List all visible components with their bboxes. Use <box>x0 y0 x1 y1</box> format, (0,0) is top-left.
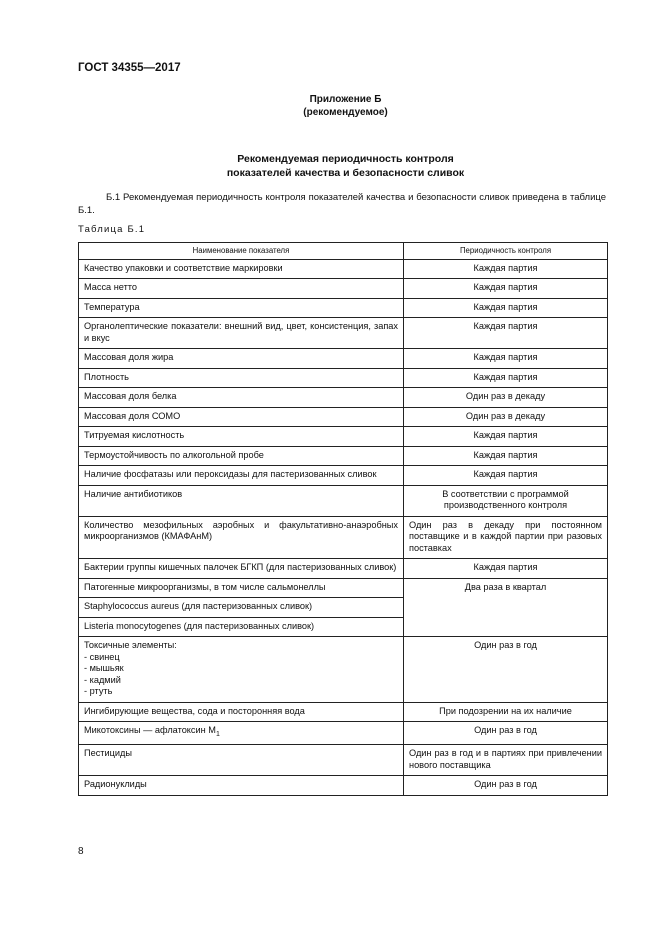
indicator-cell: Термоустойчивость по алкогольной пробе <box>79 446 404 466</box>
table-row <box>79 559 608 579</box>
frequency-cell: Один раз в декаду <box>404 407 608 427</box>
indicator-cell: Титруемая кислотность <box>79 427 404 447</box>
table-row <box>79 368 608 388</box>
table-caption: Таблица Б.1 <box>78 224 146 235</box>
indicator-cell <box>79 722 404 745</box>
section-title-line-1: Рекомендуемая периодичность контроля <box>237 153 454 165</box>
frequency-cell: Один раз в год <box>404 722 608 745</box>
table-row <box>79 259 608 279</box>
table-row <box>79 702 608 722</box>
table-row <box>79 298 608 318</box>
toxic-element-cadmium: - кадмий <box>84 674 121 685</box>
appendix-heading <box>0 93 661 119</box>
table-row <box>79 349 608 369</box>
indicator-cell: Качество упаковки и соответствие маркировки <box>79 259 404 279</box>
mycotoxin-label: Микотоксины — афлатоксин M <box>84 725 216 735</box>
appendix-subtitle: (рекомендуемое) <box>303 107 388 118</box>
toxic-elements-heading: Токсичные элементы: <box>84 640 177 650</box>
indicator-cell: Температура <box>79 298 404 318</box>
column-header-frequency: Периодичность контроля <box>404 243 608 260</box>
frequency-cell: Каждая партия <box>404 446 608 466</box>
toxic-element-arsenic: - мышьяк <box>84 663 124 673</box>
indicator-cell: Staphylococcus aureus (для пастеризованных сливок) <box>79 598 404 618</box>
frequency-cell: При подозрении на их наличие <box>404 702 608 722</box>
standard-code: ГОСТ 34355—2017 <box>78 62 181 74</box>
frequency-cell: Каждая партия <box>404 279 608 299</box>
table-row <box>79 745 608 776</box>
frequency-cell: Один раз в декаду при постоянном поставщике и в каждой партии при разовых поставках <box>404 516 608 559</box>
frequency-cell: Каждая партия <box>404 259 608 279</box>
frequency-cell: Каждая партия <box>404 368 608 388</box>
indicator-cell: Listeria monocytogenes (для пастеризованных сливок) <box>79 617 404 637</box>
column-header-indicator: Наименование показателя <box>79 243 404 260</box>
table-row <box>79 427 608 447</box>
table-row <box>79 388 608 408</box>
frequency-cell: Один раз в год <box>404 637 608 703</box>
table-row <box>79 446 608 466</box>
frequency-cell: Один раз в год и в партиях при привлечении нового поставщика <box>404 745 608 776</box>
appendix-title: Приложение Б <box>309 94 382 105</box>
indicator-cell: Масса нетто <box>79 279 404 299</box>
table-row <box>79 637 608 703</box>
indicator-cell: Массовая доля белка <box>79 388 404 408</box>
frequency-cell: Каждая партия <box>404 559 608 579</box>
page-number: 8 <box>78 846 84 857</box>
section-title-line-2: показателей качества и безопасности сливок <box>226 167 465 179</box>
indicator-cell: Массовая доля жира <box>79 349 404 369</box>
frequency-cell: Каждая партия <box>404 466 608 486</box>
frequency-cell: Каждая партия <box>404 298 608 318</box>
indicator-cell: Радионуклиды <box>79 776 404 796</box>
mycotoxin-subscript: 1 <box>215 730 220 738</box>
frequency-cell: Один раз в декаду <box>404 388 608 408</box>
table-row <box>79 407 608 427</box>
indicator-cell <box>79 637 404 703</box>
frequency-cell: Каждая партия <box>404 349 608 369</box>
indicator-cell: Пестициды <box>79 745 404 776</box>
indicator-cell: Наличие фосфатазы или пероксидазы для пастеризованных сливок <box>79 466 404 486</box>
indicator-cell: Количество мезофильных аэробных и факультативно-анаэробных микроорганизмов (КМАФАнМ) <box>79 516 404 559</box>
table-row <box>79 578 608 598</box>
indicator-cell: Наличие антибиотиков <box>79 485 404 516</box>
section-title <box>0 152 661 180</box>
frequency-cell: В соответствии с программой производственного контроля <box>404 485 608 516</box>
table-row <box>79 466 608 486</box>
indicator-cell: Плотность <box>79 368 404 388</box>
indicator-cell: Органолептические показатели: внешний вид, цвет, консистенция, запах и вкус <box>79 318 404 349</box>
table-row <box>79 722 608 745</box>
table-row <box>79 776 608 796</box>
indicator-cell: Патогенные микроорганизмы, в том числе сальмонеллы <box>79 578 404 598</box>
indicator-cell: Бактерии группы кишечных палочек БГКП (для пастеризованных сливок) <box>79 559 404 579</box>
intro-paragraph: Б.1 Рекомендуемая периодичность контроля показателей качества и безопасности сливок приведена в таблице Б.1. <box>78 192 606 216</box>
frequency-cell: Каждая партия <box>404 318 608 349</box>
toxic-element-mercury: - ртуть <box>84 686 113 696</box>
frequency-cell: Один раз в год <box>404 776 608 796</box>
indicator-cell: Массовая доля СОМО <box>79 407 404 427</box>
toxic-element-lead: - свинец <box>84 651 120 662</box>
table-header-row <box>79 243 608 260</box>
table-row <box>79 318 608 349</box>
frequency-cell: Два раза в квартал <box>404 578 608 637</box>
control-frequency-table <box>78 242 608 796</box>
frequency-cell: Каждая партия <box>404 427 608 447</box>
indicator-cell: Ингибирующие вещества, сода и посторонняя вода <box>79 702 404 722</box>
table-row <box>79 516 608 559</box>
table-row <box>79 485 608 516</box>
table-row <box>79 279 608 299</box>
